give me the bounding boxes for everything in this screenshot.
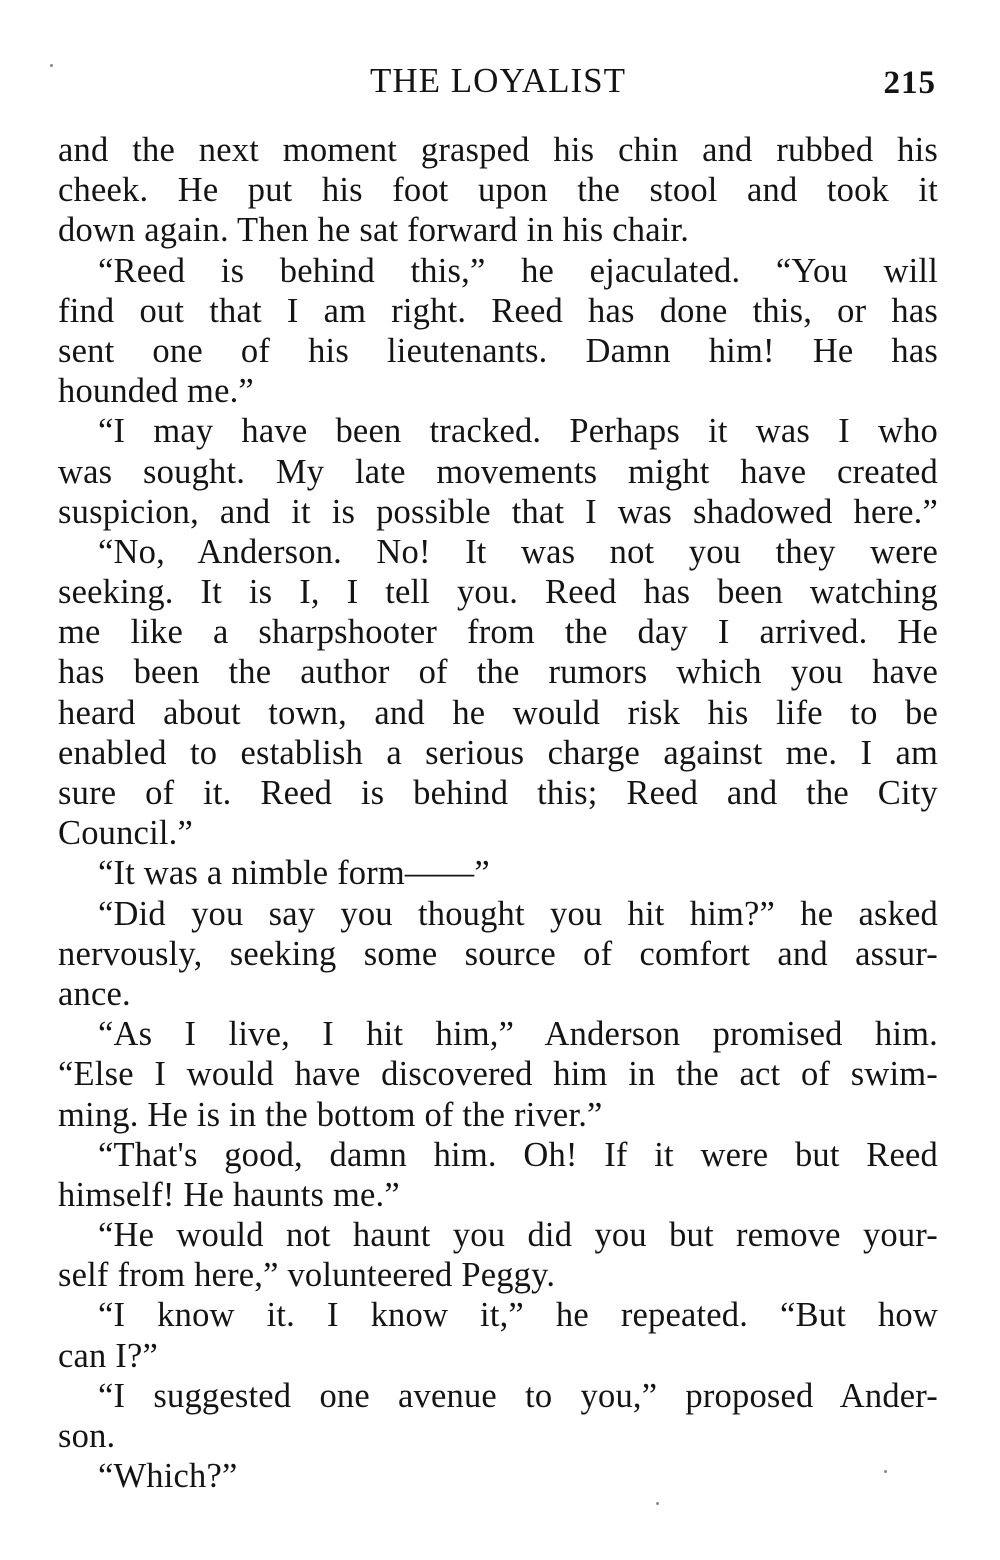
- text-line: can I?”: [58, 1336, 159, 1375]
- paper-speck: [656, 1502, 659, 1505]
- text-line: suspicion, and it is possible that I was shadowed here.”: [58, 492, 938, 531]
- text-line: find out that I am right. Reed has done this, or has: [58, 291, 938, 330]
- paper-speck: [50, 64, 53, 67]
- text-line: “Else I would have discovered him in the act of swim-: [58, 1055, 938, 1094]
- text-line: “That's good, damn him. Oh! If it were but Reed: [98, 1135, 938, 1174]
- text-line: ming. He is in the bottom of the river.”: [58, 1095, 603, 1134]
- text-line: has been the author of the rumors which you have: [58, 653, 938, 692]
- book-page: [58, 58, 938, 1496]
- running-head: [58, 58, 938, 118]
- text-line: “Which?”: [98, 1457, 238, 1496]
- text-line: cheek. He put his foot upon the stool and took it: [58, 171, 938, 210]
- text-line: “Reed is behind this,” he ejaculated. “You will: [98, 251, 938, 290]
- text-line: “I suggested one avenue to you,” proposed Ander-: [98, 1376, 938, 1415]
- paper-speck: [884, 1470, 887, 1473]
- text-line: heard about town, and he would risk his life to be: [58, 693, 938, 732]
- text-line: ance.: [58, 974, 131, 1013]
- text-line: seeking. It is I, I tell you. Reed has been watching: [58, 573, 938, 612]
- text-line: “I know it. I know it,” he repeated. “But how: [98, 1296, 938, 1335]
- text-line: nervously, seeking some source of comfort and assur-: [58, 934, 938, 973]
- text-line: “Did you say you thought you hit him?” he asked: [98, 894, 938, 933]
- running-title: THE LOYALIST: [370, 61, 626, 100]
- text-line: son.: [58, 1417, 116, 1455]
- text-line: enabled to establish a serious charge against me. I am: [58, 733, 938, 772]
- text-line: down again. Then he sat forward in his chair.: [58, 211, 690, 250]
- text-line: self from here,” volunteered Peggy.: [58, 1256, 556, 1295]
- text-line: me like a sharpshooter from the day I arrived. He: [58, 613, 938, 652]
- text-line: “As I live, I hit him,” Anderson promised him.: [98, 1015, 938, 1054]
- text-line: hounded me.”: [58, 372, 254, 411]
- text-line: “He would not haunt you did you but remove your-: [98, 1216, 938, 1255]
- text-line: sent one of his lieutenants. Damn him! He has: [58, 331, 938, 370]
- text-line: was sought. My late movements might have created: [58, 452, 938, 491]
- text-line: sure of it. Reed is behind this; Reed and the City: [58, 774, 938, 812]
- page-number: 215: [883, 65, 936, 101]
- text-line: and the next moment grasped his chin and rubbed his: [58, 131, 938, 169]
- text-line: “No, Anderson. No! It was not you they were: [98, 532, 938, 571]
- text-line: Council.”: [58, 814, 193, 853]
- body-text: [58, 130, 938, 1496]
- text-line: himself! He haunts me.”: [58, 1175, 400, 1214]
- text-line: “I may have been tracked. Perhaps it was I who: [98, 412, 938, 451]
- text-line: “It was a nimble form——”: [98, 854, 490, 893]
